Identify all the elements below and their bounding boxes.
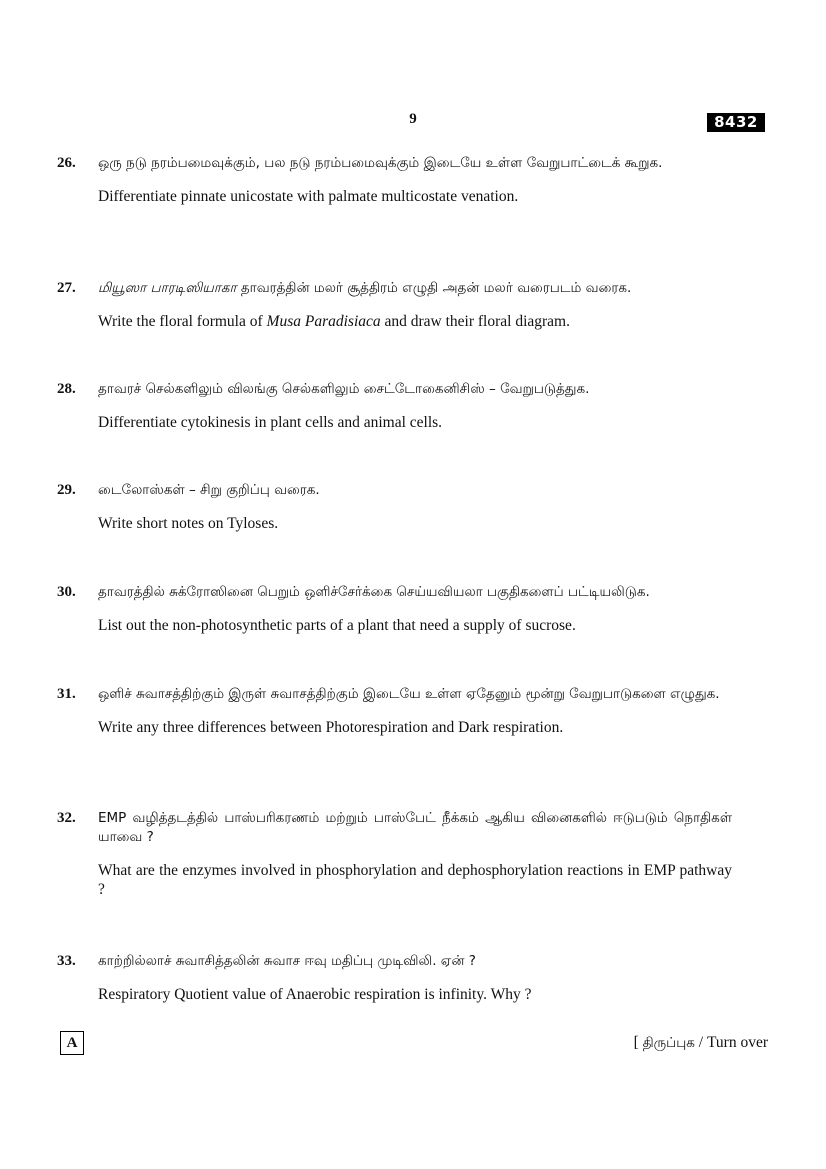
question-tamil: டைலோஸ்கள் – சிறு குறிப்பு வரைக. — [98, 482, 320, 498]
question-tamil: ஒளிச் சுவாசத்திற்கும் இருள் சுவாசத்திற்கும் இடையே உள்ள ஏதேனும் மூன்று வேறுபாடுகளை எழுதுக. — [98, 686, 720, 702]
question-number: 28. — [57, 381, 76, 397]
question-number: 30. — [57, 584, 76, 600]
question-tamil-rest: தாவரத்தின் மலர் சூத்திரம் எழுதி அதன் மலர் வரைபடம் வரைக. — [236, 280, 632, 296]
turn-over-english: Turn over — [706, 1034, 768, 1051]
question-number: 27. — [57, 280, 76, 296]
question-32 — [57, 809, 732, 899]
question-english-post: and draw their floral diagram. — [380, 313, 570, 330]
question-tamil: தாவரத்தில் சுக்ரோஸினை பெறும் ஒளிச்சேர்க்கை செய்யவியலா பகுதிகளைப் பட்டியலிடுக. — [98, 584, 650, 600]
question-number: 26. — [57, 155, 76, 171]
turn-over-note — [634, 1034, 768, 1053]
question-26 — [57, 154, 732, 206]
question-tamil: காற்றில்லாச் சுவாசித்தலின் சுவாச ஈவு மதிப்பு முடிவிலி. ஏன் ? — [98, 953, 476, 969]
question-number: 31. — [57, 686, 76, 702]
turn-over-tamil: திருப்புக — [642, 1035, 695, 1051]
question-tamil: EMP வழித்தடத்தில் பாஸ்பரிகரணம் மற்றும் பாஸ்பேட் நீக்கம் ஆகிய வினைகளில் ஈடுபடும் நொதிகள் யாவை ? — [98, 810, 732, 845]
species-name: Musa Paradisiaca — [266, 313, 381, 330]
question-30 — [57, 583, 732, 635]
question-number: 32. — [57, 810, 76, 826]
question-english: List out the non-photosynthetic parts of a plant that need a supply of sucrose. — [98, 617, 576, 634]
paper-code-badge: 8432 — [707, 113, 765, 132]
bracket: [ — [633, 1034, 643, 1051]
question-31 — [57, 685, 732, 737]
question-29 — [57, 481, 732, 533]
question-tamil — [98, 279, 732, 298]
question-number: 33. — [57, 953, 76, 969]
separator: / — [694, 1034, 707, 1051]
question-english — [98, 312, 732, 331]
question-english: Differentiate pinnate unicostate with palmate multicostate venation. — [98, 188, 519, 205]
species-name-tamil: மியூஸா பாரடிஸியாகா — [98, 280, 237, 296]
question-number: 29. — [57, 482, 76, 498]
question-28 — [57, 380, 732, 432]
question-tamil: தாவரச் செல்களிலும் விலங்கு செல்களிலும் சைட்டோகைனிசிஸ் – வேறுபடுத்துக. — [98, 381, 590, 397]
question-27 — [57, 279, 732, 331]
page-number: 9 — [409, 111, 417, 127]
question-english-pre: Write the floral formula of — [98, 313, 267, 330]
question-english: Write any three differences between Photorespiration and Dark respiration. — [98, 719, 564, 736]
question-33 — [57, 952, 732, 1004]
version-box: A — [60, 1031, 84, 1055]
question-tamil: ஒரு நடு நரம்பமைவுக்கும், பல நடு நரம்பமைவுக்கும் இடையே உள்ள வேறுபாட்டைக் கூறுக. — [98, 155, 663, 171]
question-english: What are the enzymes involved in phosphorylation and dephosphorylation reactions in EMP pathway ? — [98, 862, 732, 898]
question-english: Differentiate cytokinesis in plant cells and animal cells. — [98, 414, 443, 431]
question-english: Respiratory Quotient value of Anaerobic respiration is infinity. Why ? — [98, 986, 532, 1003]
question-english: Write short notes on Tyloses. — [98, 515, 279, 532]
